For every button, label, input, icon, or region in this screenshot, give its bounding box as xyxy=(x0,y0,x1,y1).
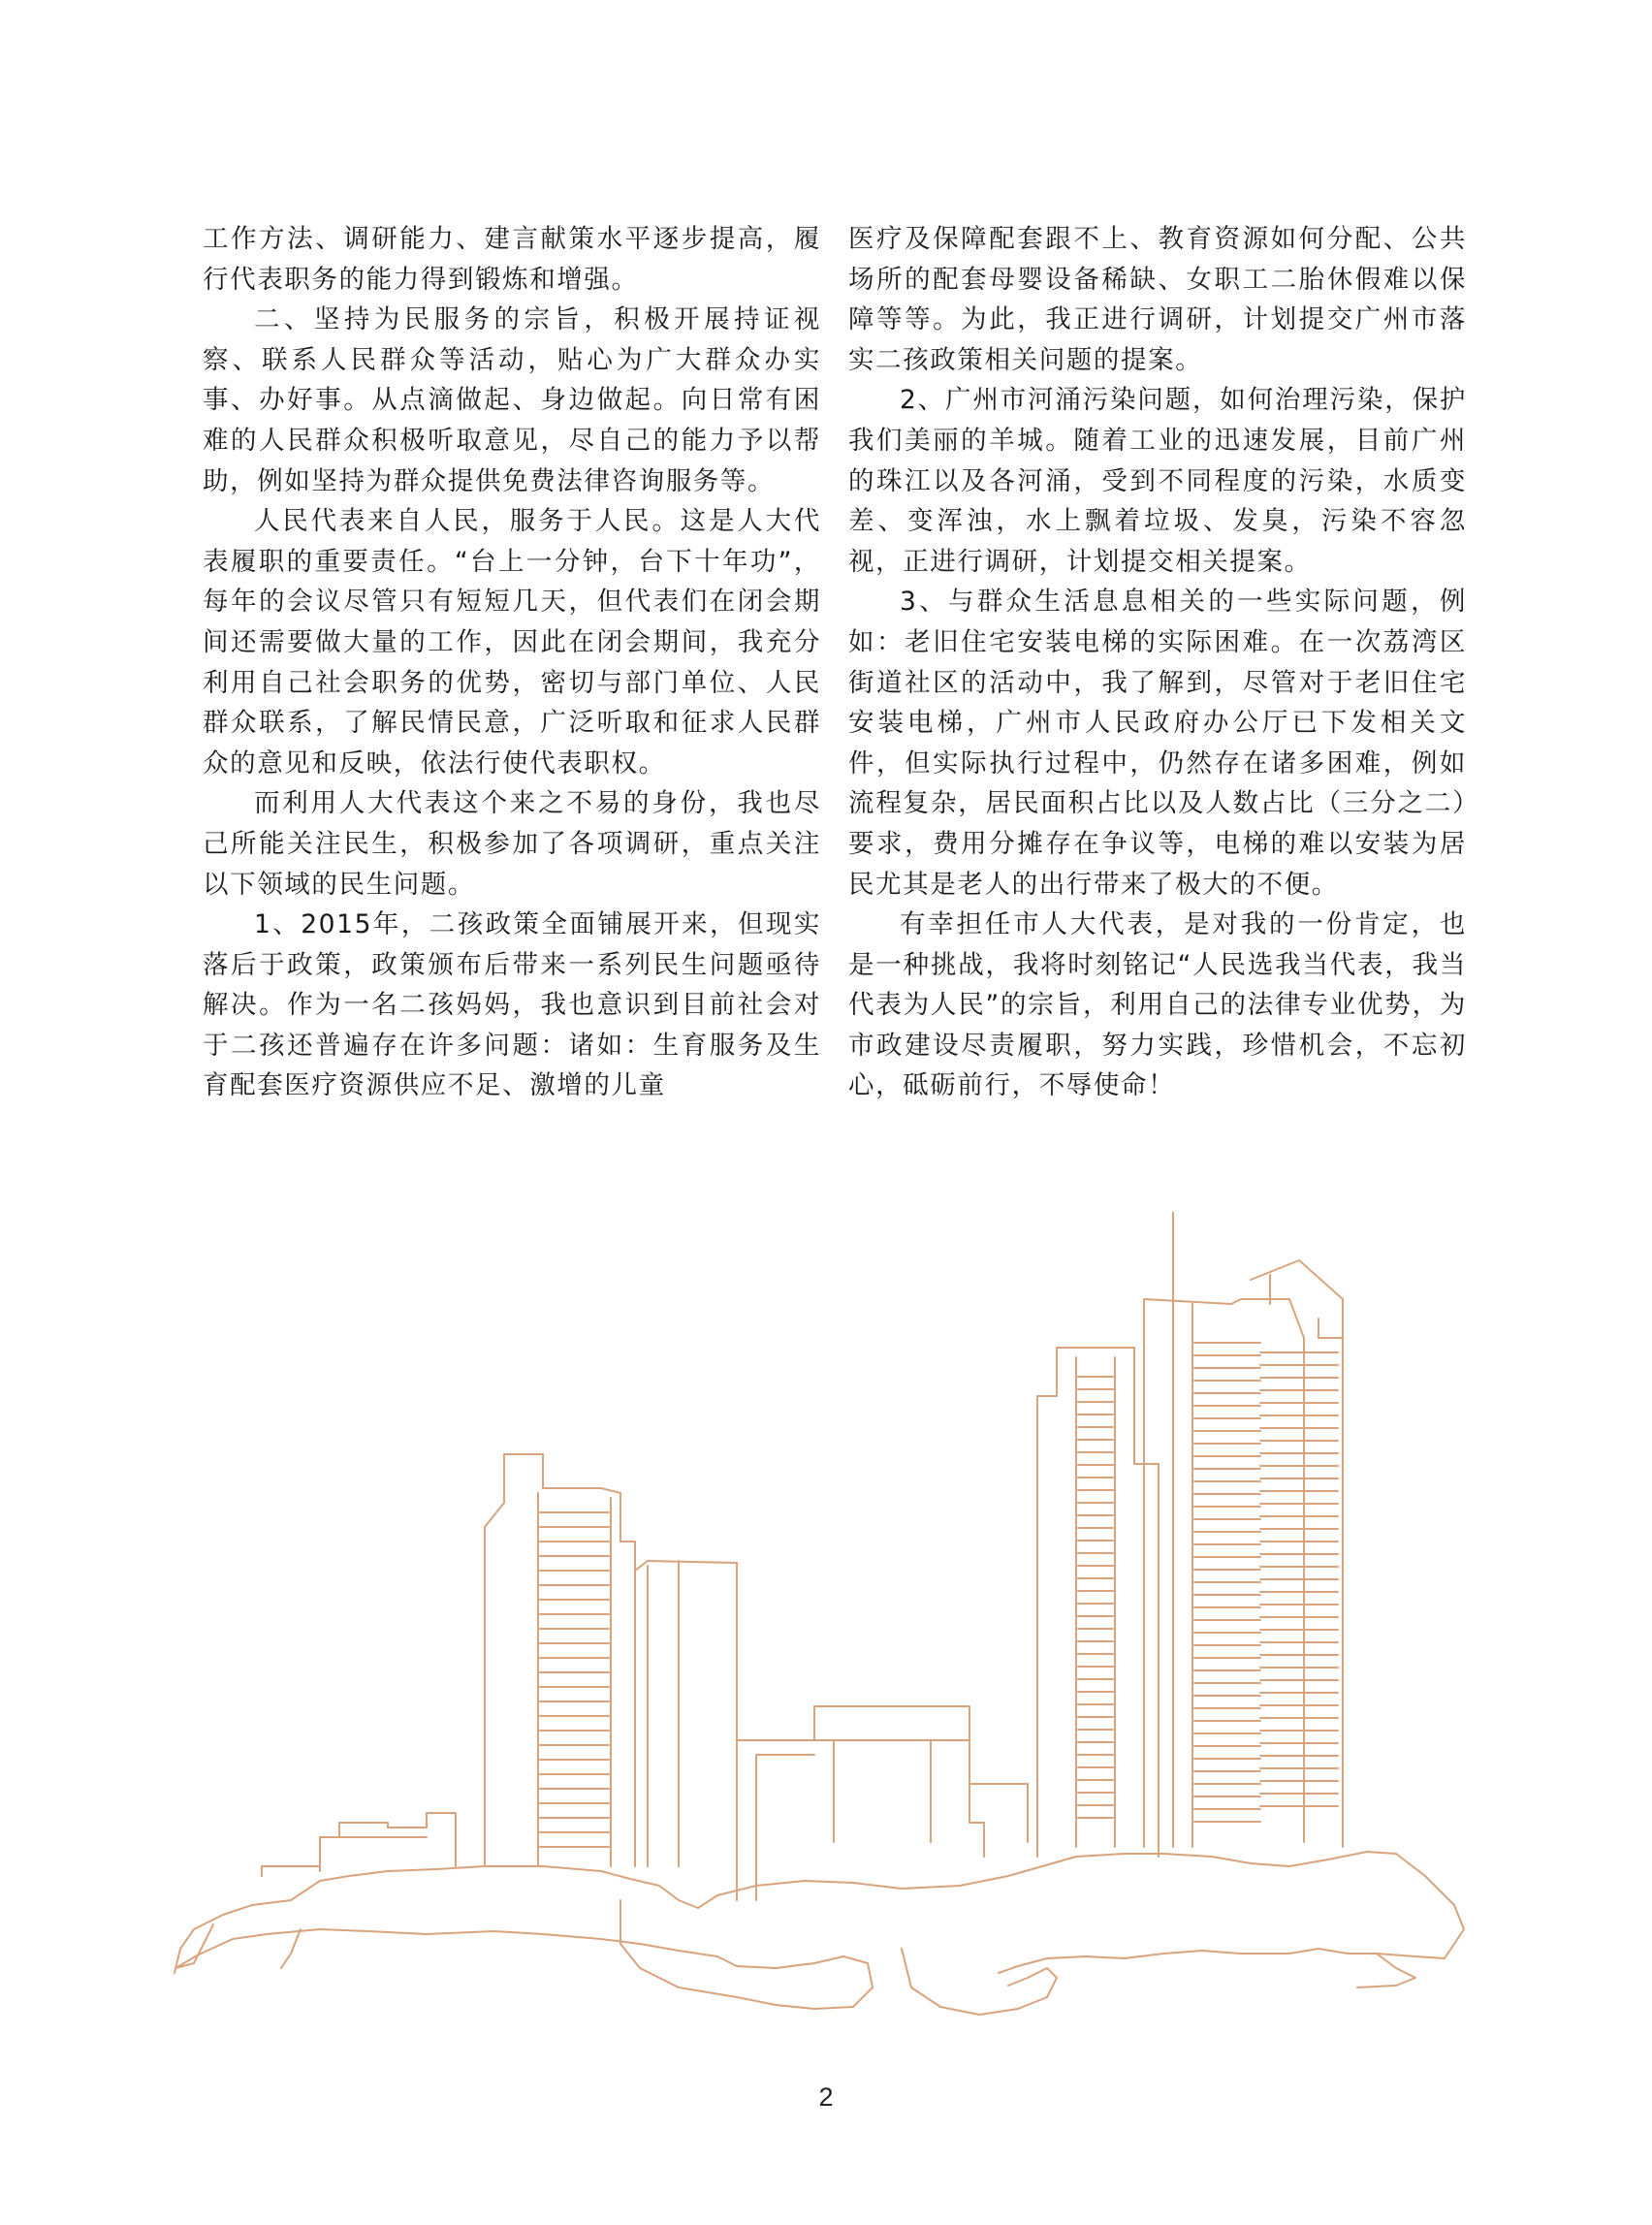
paragraph: 1、2015年，二孩政策全面铺展开来，但现实落后于政策，政策颁布后带来一系列民生问题亟待解决。作为一名二孩妈妈，我也意识到目前社会对于二孩还普遍存在许多问题：诸如：生育服务及生育配套医疗资源供应不足、激增的儿童 xyxy=(203,909,821,1101)
paragraph: 3、与群众生活息息相关的一些实际问题，例如：老旧住宅安装电梯的实际困难。在一次荔湾区街道社区的活动中，我了解到，尽管对于老旧住宅安装电梯，广州市人民政府办公厅已下发相关文件，但实际执行过程中，仍然存在诸多困难，例如流程复杂，居民面积占比以及人数占比（三分之二）要求，费用分摊存在争议等，电梯的难以安装为居民尤其是老人的出行带来了极大的不便。 xyxy=(848,587,1467,900)
paragraph: 有幸担任市人大代表，是对我的一份肯定，也是一种挑战，我将时刻铭记“人民选我当代表，我当代表为人民”的宗旨，利用自己的法律专业优势，为市政建设尽责履职，努力实践，珍惜机会，不忘初心，砥砺前行，不辱使命！ xyxy=(848,909,1467,1101)
tower-floor-lines xyxy=(540,1343,1338,1847)
paragraph: 人民代表来自人民，服务于人民。这是人大代表履职的重要责任。“台上一分钟，台下十年功”，每年的会议尽管只有短短几天，但代表们在闭会期间还需要做大量的工作，因此在闭会期间，我充分利用自己社会职务的优势，密切与部门单位、人民群众联系，了解民情民意，广泛听取和征求人民群众的意见和反映，依法行使代表职权。 xyxy=(203,506,821,779)
city-skyline-icon xyxy=(0,1212,1652,2046)
article-right-column xyxy=(848,219,1467,1106)
paragraph: 而利用人大代表这个来之不易的身份，我也尽己所能关注民生，积极参加了各项调研，重点关注以下领域的民生问题。 xyxy=(203,788,821,900)
paragraph: 2、广州市河涌污染问题，如何治理污染，保护我们美丽的羊城。随着工业的迅速发展，目前广州的珠江以及各河涌，受到不同程度的污染，水质变差、变浑浊，水上飘着垃圾、发臭，污染不容忽视，正进行调研，计划提交相关提案。 xyxy=(848,385,1467,577)
skyline-outline xyxy=(175,1212,1464,2015)
paragraph: 二、坚持为民服务的宗旨，积极开展持证视察、联系人民群众等活动，贴心为广大群众办实事、办好事。从点滴做起、身边做起。向日常有困难的人民群众积极听取意见，尽自己的能力予以帮助，例如坚持为群众提供免费法律咨询服务等。 xyxy=(203,304,821,496)
page-number: 2 xyxy=(818,2082,834,2112)
article-left-column xyxy=(203,219,821,1106)
paragraph: 工作方法、调研能力、建言献策水平逐步提高，履行代表职务的能力得到锻炼和增强。 xyxy=(203,224,821,295)
paragraph: 医疗及保障配套跟不上、教育资源如何分配、公共场所的配套母婴设备稀缺、女职工二胎休假难以保障等等。为此，我正进行调研，计划提交广州市落实二孩政策相关问题的提案。 xyxy=(848,224,1467,375)
